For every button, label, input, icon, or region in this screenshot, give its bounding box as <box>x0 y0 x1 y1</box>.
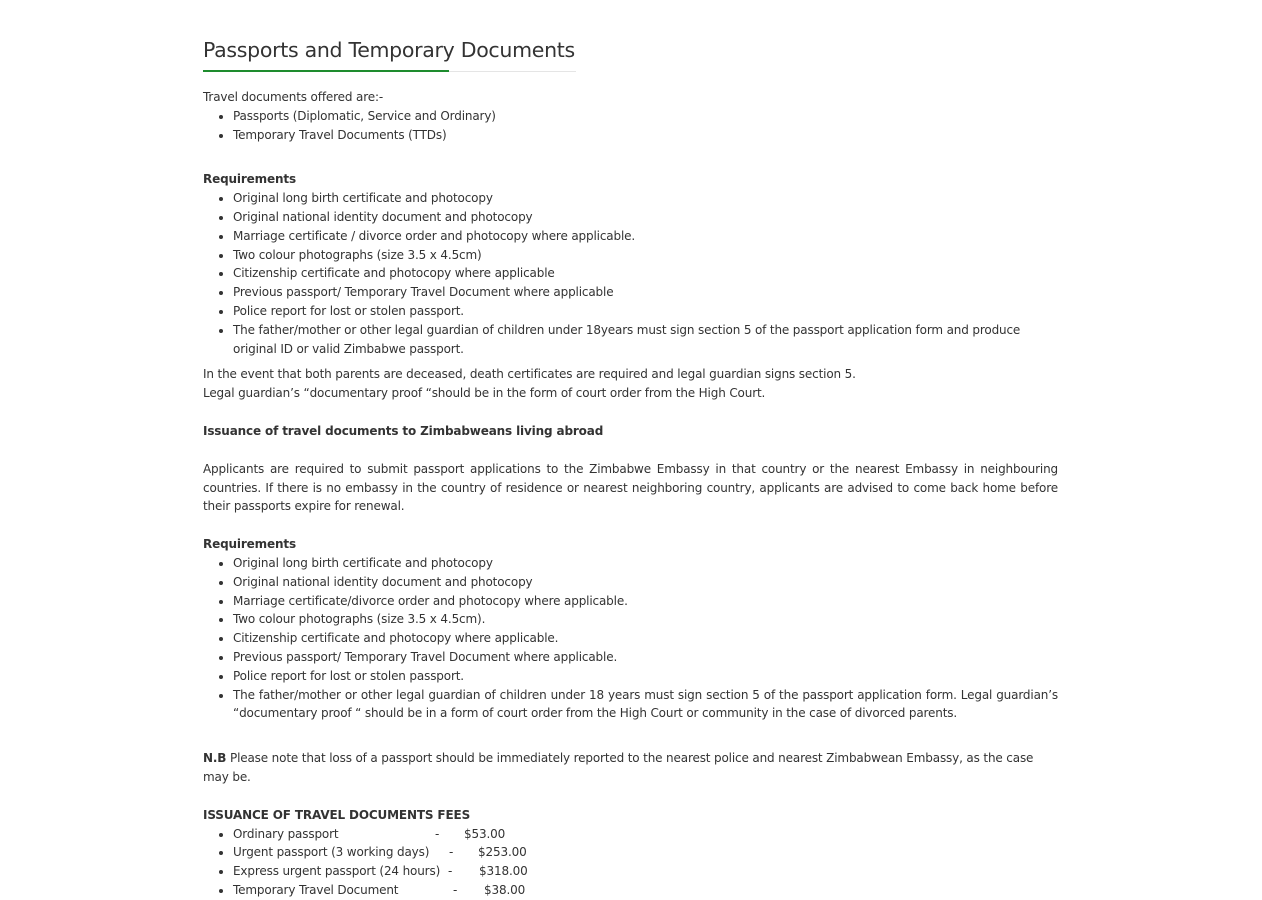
fee-item <box>233 881 1058 900</box>
legal-guardian-note: Legal guardian’s “documentary proof “should be in the form of court order from the High Court. <box>203 386 766 401</box>
nb-label: N.B <box>203 751 227 766</box>
list-item: • The father/mother or other legal guardian of children under 18years must sign section 5 of the passport application form and produce original ID or valid Zimbabwe passport. <box>233 321 1058 359</box>
list-item: • Previous passport/ Temporary Travel Document where applicable <box>233 283 1058 302</box>
fee-item <box>233 843 1058 862</box>
requirements-abroad-heading: Requirements <box>203 537 296 552</box>
list-item: • Police report for lost or stolen passport. <box>233 302 1058 321</box>
nb-text: Please note that loss of a passport should be immediately reported to the nearest police and nearest Zimbabwean Embassy, as the case may be. <box>203 751 1034 784</box>
title-divider-accent <box>203 70 449 72</box>
list-item: • Original national identity document and photocopy <box>233 573 1058 592</box>
fee-price: $38.00 <box>484 882 526 897</box>
list-item: • The father/mother or other legal guardian of children under 18 years must sign section 5 of the passport application form. Legal guardian’s “documentary proof “ should be in a form of court order from the High Court or community in the case of divorced parents. <box>233 686 1058 724</box>
list-item: • Passports (Diplomatic, Service and Ordinary) <box>233 107 1058 126</box>
fee-name: • Ordinary passport <box>233 826 339 841</box>
fee-name: • Express urgent passport (24 hours) <box>233 864 441 879</box>
fee-item <box>233 825 1058 844</box>
fee-name: • Urgent passport (3 working days) <box>233 845 430 860</box>
list-item: • Previous passport/ Temporary Travel Document where applicable. <box>233 648 1058 667</box>
list-item: • Two colour photographs (size 3.5 x 4.5cm). <box>233 610 1058 629</box>
requirements-abroad-list <box>203 554 1058 723</box>
list-item: • Police report for lost or stolen passport. <box>233 667 1058 686</box>
abroad-paragraph: Applicants are required to submit passport applications to the Zimbabwe Embassy in that country or the nearest Embassy in neighbouring countries. If there is no embassy in the country of residence or nearest neighboring country, applicants are advised to come back home before their passports expire for renewal. <box>203 461 1058 514</box>
nb-note <box>203 749 1058 787</box>
requirements-heading: Requirements <box>203 172 296 187</box>
list-item: • Marriage certificate/divorce order and photocopy where applicable. <box>233 592 1058 611</box>
fee-dash: - <box>449 845 454 860</box>
list-item: • Original long birth certificate and photocopy <box>233 189 1058 208</box>
fee-item <box>233 862 1058 881</box>
fees-heading: ISSUANCE OF TRAVEL DOCUMENTS FEES <box>203 807 471 822</box>
main-content <box>203 36 1058 900</box>
deceased-parents-note: In the event that both parents are deceased, death certificates are required and legal guardian signs section 5. <box>203 367 856 382</box>
requirements-list <box>203 189 1058 358</box>
fee-price: $318.00 <box>479 864 528 879</box>
fee-name: • Temporary Travel Document <box>233 882 399 897</box>
list-item: • Original long birth certificate and photocopy <box>233 554 1058 573</box>
intro-lead: Travel documents offered are:- <box>203 90 384 104</box>
list-item: • Citizenship certificate and photocopy where applicable <box>233 264 1058 283</box>
page-title: Passports and Temporary Documents <box>203 38 575 62</box>
list-item: • Marriage certificate / divorce order and photocopy where applicable. <box>233 227 1058 246</box>
abroad-heading: Issuance of travel documents to Zimbabweans living abroad <box>203 423 604 438</box>
fees-list <box>203 825 1058 900</box>
fee-dash: - <box>435 826 440 841</box>
fee-price: $53.00 <box>464 826 506 841</box>
title-divider <box>203 71 576 72</box>
travel-documents-list <box>203 107 1058 145</box>
fee-dash: - <box>453 882 458 897</box>
list-item: • Temporary Travel Documents (TTDs) <box>233 126 1058 145</box>
fee-dash: - <box>448 864 453 879</box>
list-item: • Original national identity document and photocopy <box>233 208 1058 227</box>
list-item: • Citizenship certificate and photocopy where applicable. <box>233 629 1058 648</box>
list-item: • Two colour photographs (size 3.5 x 4.5cm) <box>233 246 1058 265</box>
fee-price: $253.00 <box>478 845 527 860</box>
